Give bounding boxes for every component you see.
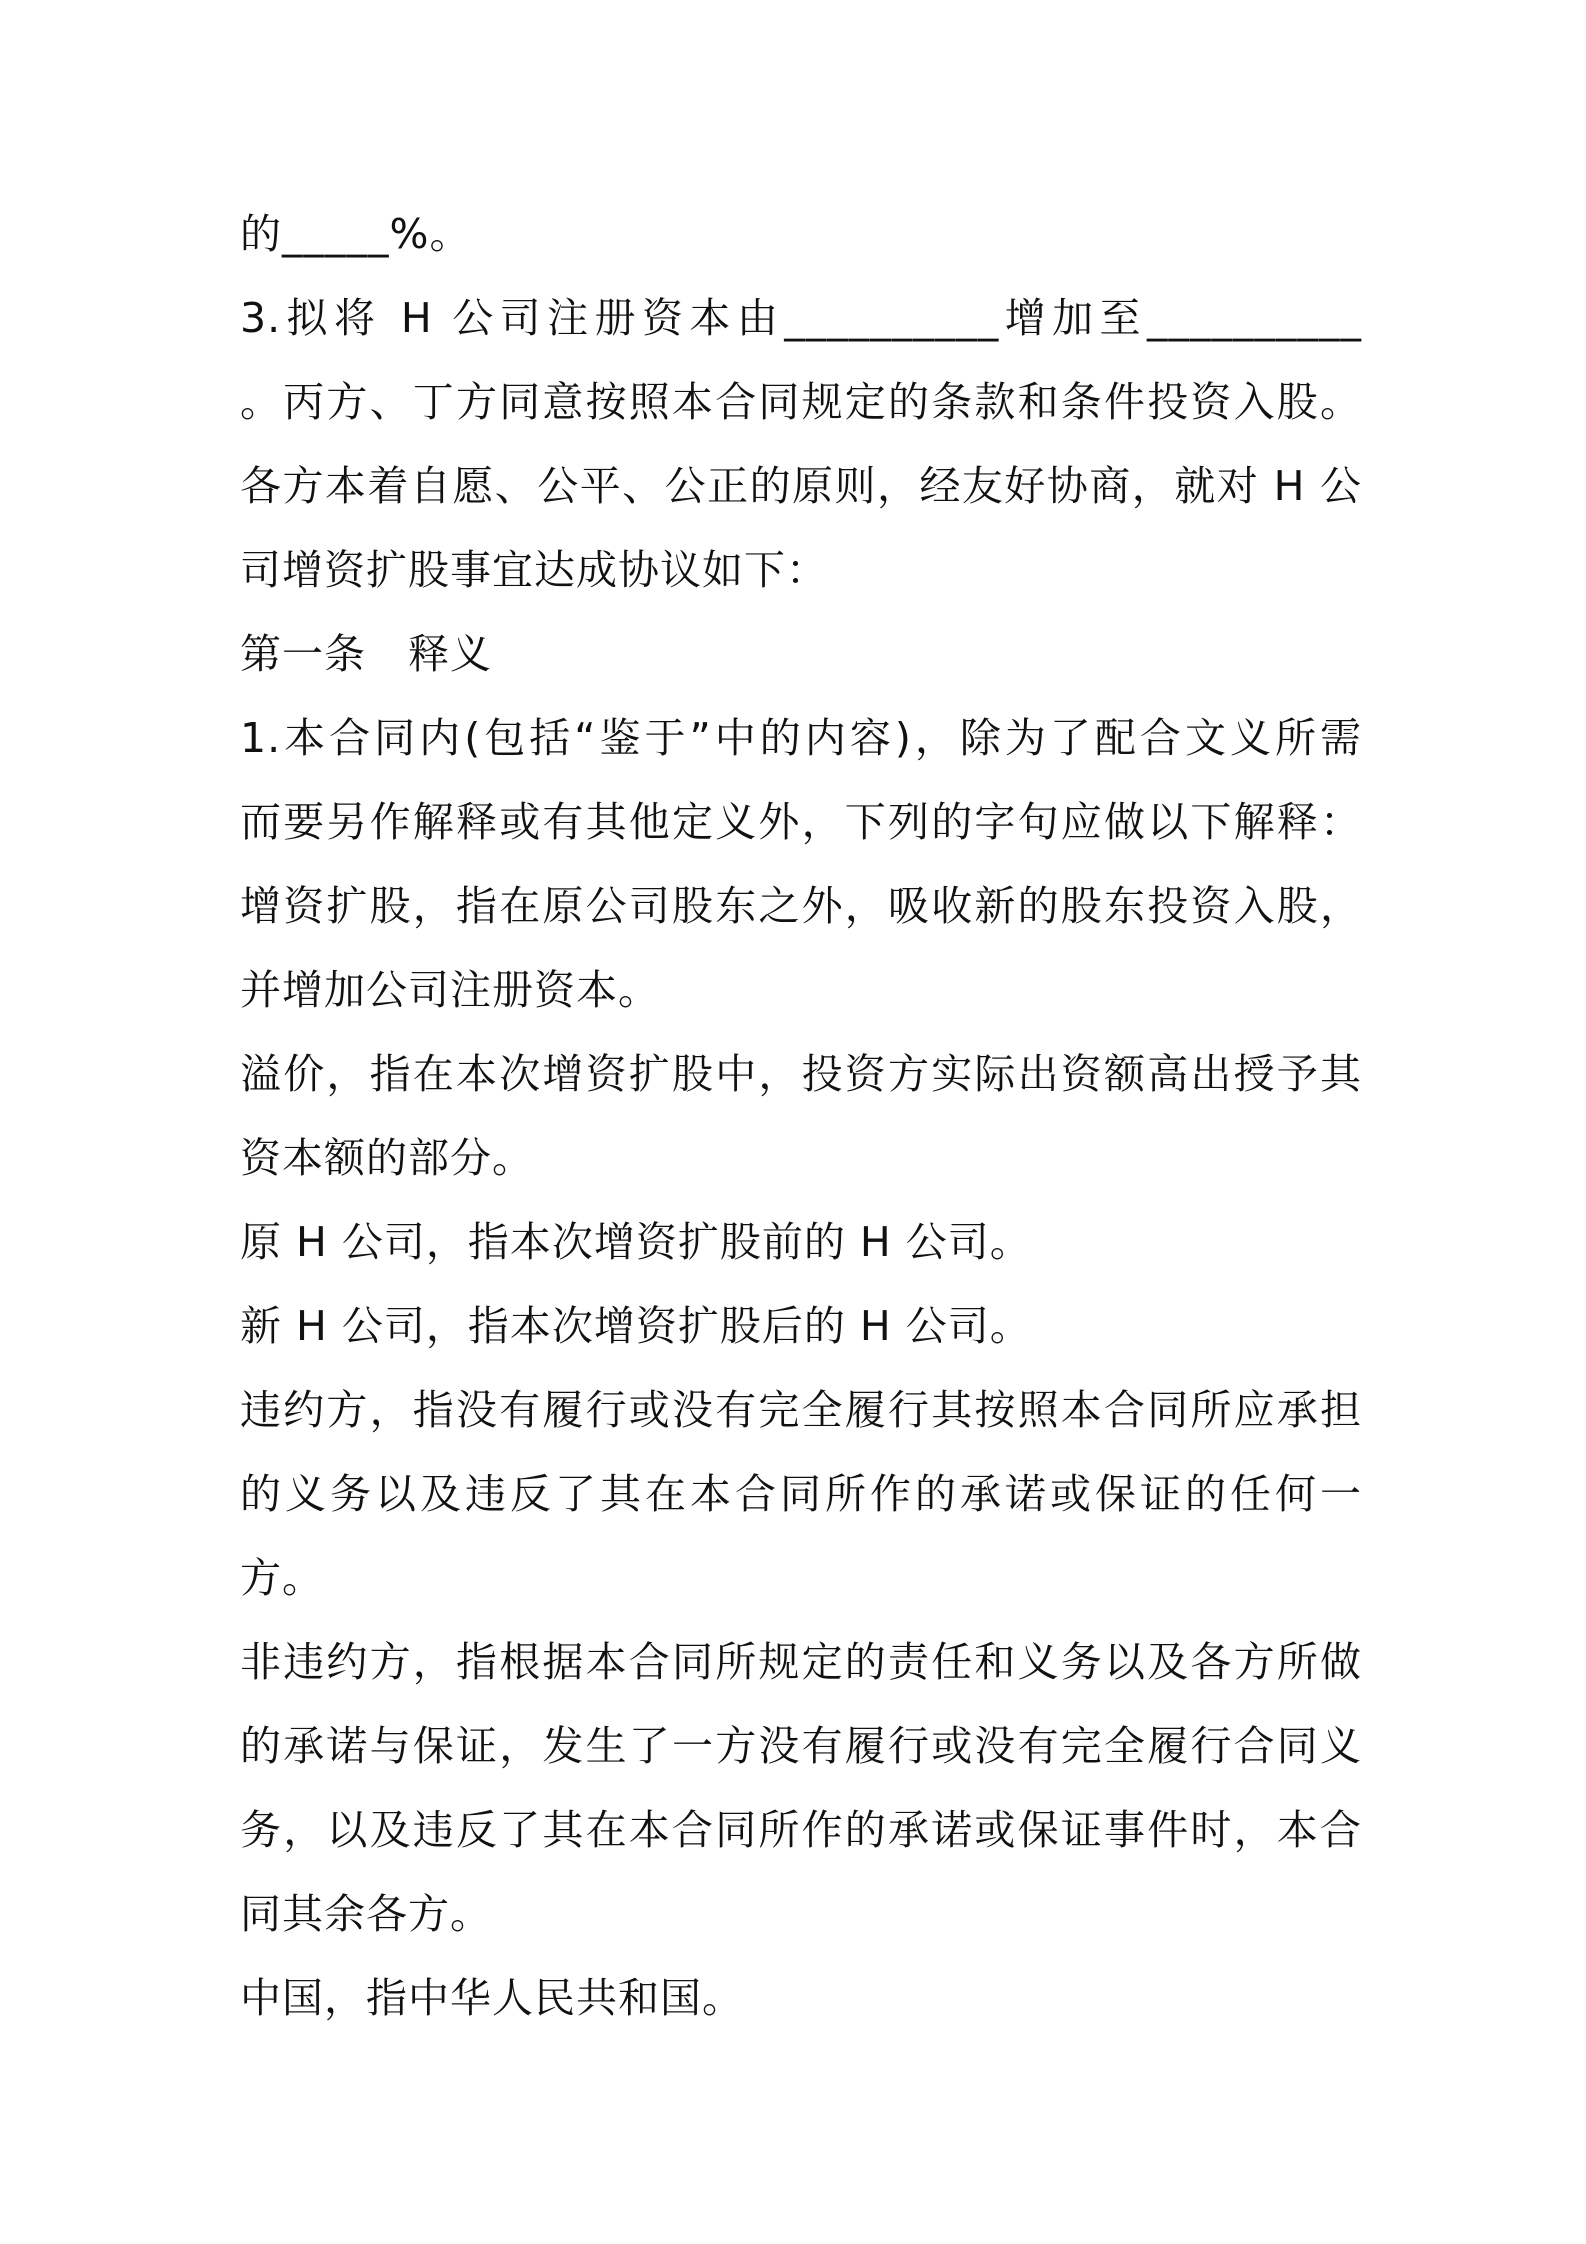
- text-line: 司增资扩股事宜达成协议如下：: [240, 546, 828, 594]
- definition-defaulting-party: 违约方，指没有履行或没有完全履行其按照本合同所应承担: [240, 1386, 1362, 1434]
- definition-non-defaulting-party: 非违约方，指根据本合同所规定的责任和义务以及各方所做: [240, 1638, 1362, 1686]
- definition-china: 中国，指中华人民共和国。: [240, 1974, 744, 2022]
- contract-body-text: [240, 192, 1362, 2040]
- text-line-clause-3: 3.拟将 H 公司注册资本由__________增加至__________: [240, 294, 1362, 342]
- text-line: 的承诺与保证，发生了一方没有履行或没有完全履行合同义: [240, 1722, 1362, 1770]
- text-line: 并增加公司注册资本。: [240, 966, 660, 1014]
- text-line: 而要另作解释或有其他定义外，下列的字句应做以下解释：: [240, 798, 1362, 846]
- text-line: 方。: [240, 1554, 324, 1602]
- definition-capital-increase: 增资扩股，指在原公司股东之外，吸收新的股东投资入股，: [240, 882, 1362, 930]
- definition-premium: 溢价，指在本次增资扩股中，投资方实际出资额高出授予其: [240, 1050, 1362, 1098]
- definition-new-company: 新 H 公司，指本次增资扩股后的 H 公司。: [240, 1302, 1032, 1350]
- text-line: 务，以及违反了其在本合同所作的承诺或保证事件时，本合: [240, 1806, 1362, 1854]
- article-1-heading: 第一条 释义: [240, 630, 492, 678]
- text-line: 同其余各方。: [240, 1890, 492, 1938]
- text-line: 的义务以及违反了其在本合同所作的承诺或保证的任何一: [240, 1470, 1362, 1518]
- text-line-partial-percent: 的_____%。: [240, 210, 472, 258]
- definition-original-company: 原 H 公司，指本次增资扩股前的 H 公司。: [240, 1218, 1032, 1266]
- text-line: 。丙方、丁方同意按照本合同规定的条款和条件投资入股。: [240, 378, 1362, 426]
- text-line: 资本额的部分。: [240, 1134, 534, 1182]
- text-line: 各方本着自愿、公平、公正的原则，经友好协商，就对 H 公: [240, 462, 1362, 510]
- text-line-article-1-item-1: 1.本合同内(包括“鉴于”中的内容)，除为了配合文义所需: [240, 714, 1362, 762]
